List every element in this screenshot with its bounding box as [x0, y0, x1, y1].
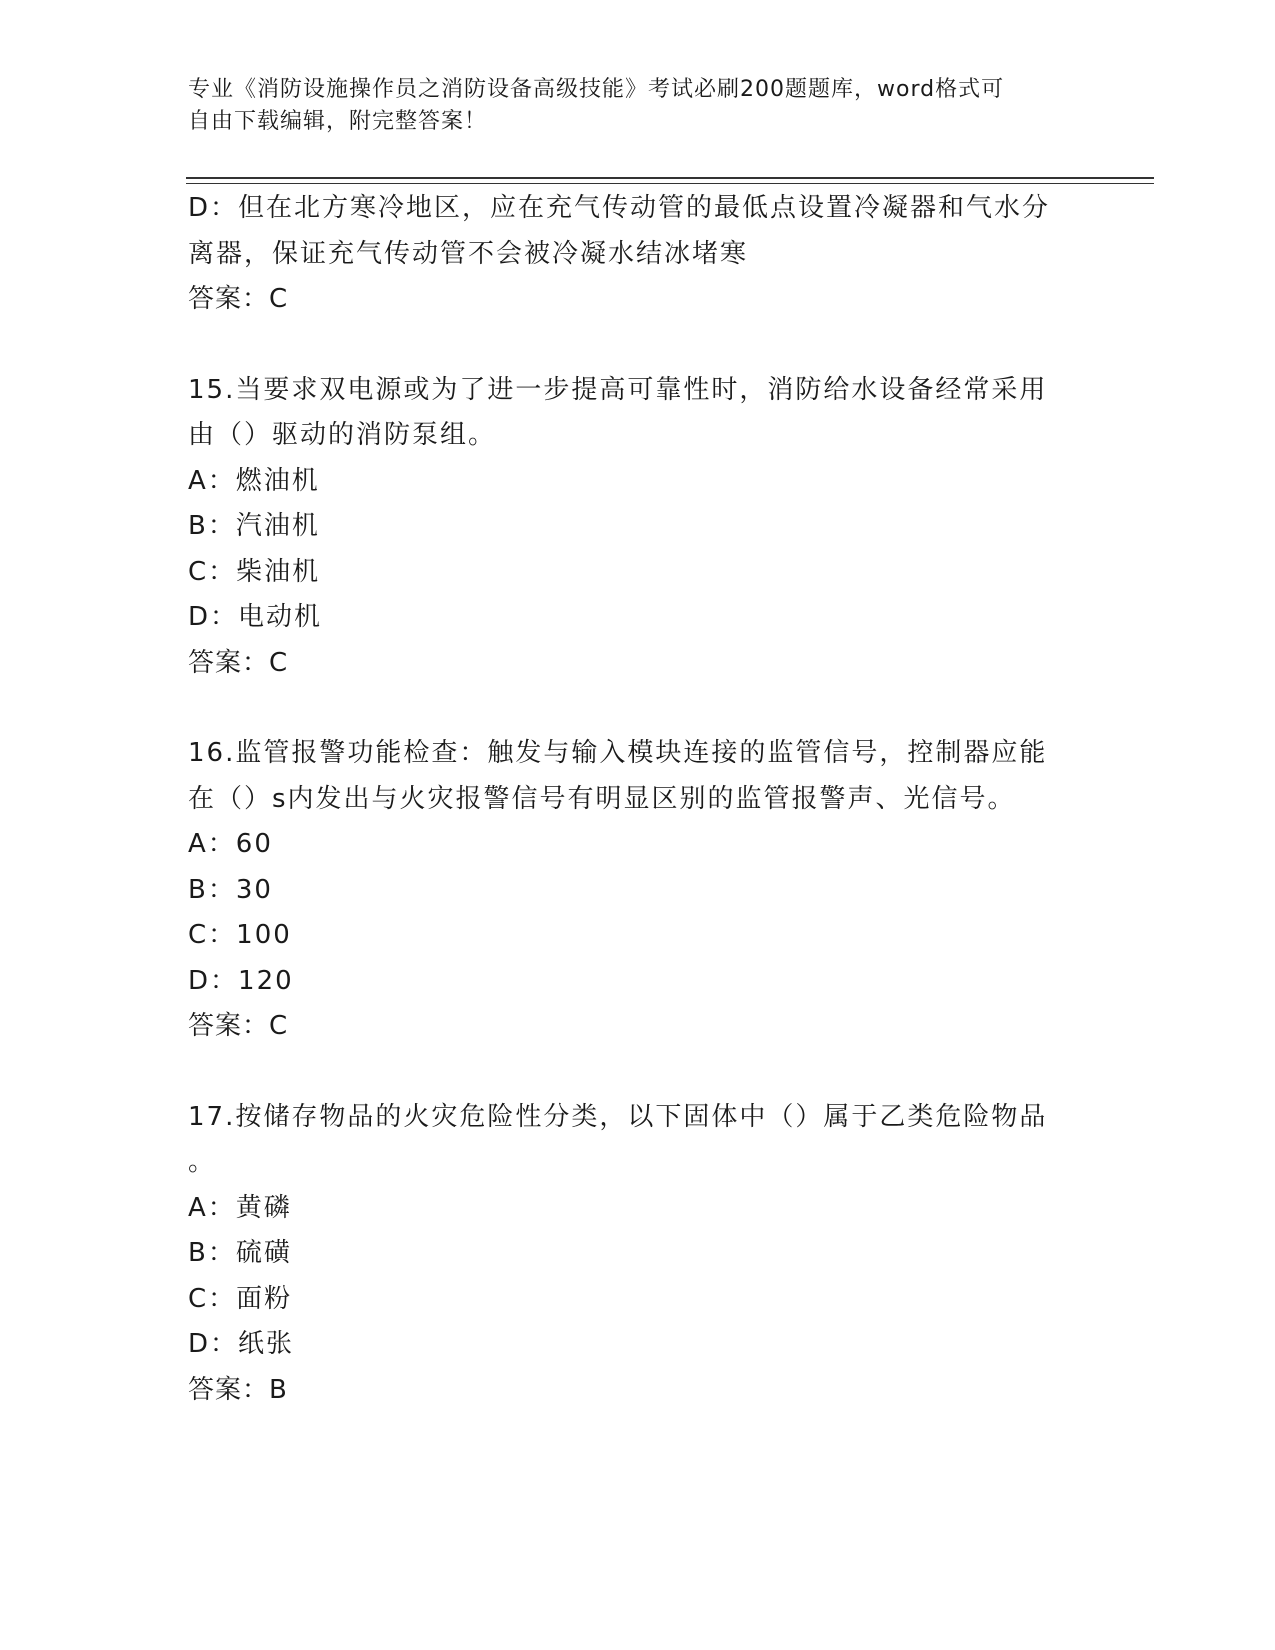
document-body [188, 186, 1088, 1413]
question-stem-line-2: 。 [188, 1147, 217, 1177]
option-a: A：黄磷 [188, 1192, 292, 1223]
option-a: A：60 [188, 829, 273, 859]
header-divider-thin [186, 183, 1154, 184]
option-a: A：燃油机 [188, 465, 320, 496]
answer: 答案：C [188, 647, 289, 678]
previous-question-tail [188, 186, 1088, 323]
header-line-2: 自由下载编辑，附完整答案！ [188, 109, 488, 134]
option-c: C：柴油机 [188, 556, 321, 587]
option-b: B：汽油机 [188, 511, 320, 541]
option-b: B：30 [188, 874, 273, 905]
question-stem-line-2: 在（）s内发出与火灾报警信号有明显区别的监管报警声、光信号。 [188, 783, 1016, 814]
option-d-line-2: 离器，保证充气传动管不会被冷凝水结冰堵寒 [188, 238, 749, 269]
answer: 答案：C [188, 284, 289, 314]
option-b: B：硫磺 [188, 1238, 292, 1268]
option-d: D：120 [188, 965, 294, 996]
option-d: D：电动机 [188, 602, 323, 632]
header-divider-thick [186, 177, 1154, 179]
question-17 [188, 1095, 1088, 1414]
option-d: D：纸张 [188, 1329, 295, 1359]
answer: 答案：B [188, 1374, 288, 1405]
question-stem-line-2: 由（）驱动的消防泵组。 [188, 420, 497, 450]
question-stem-line-1: 16.监管报警功能检查：触发与输入模块连接的监管信号，控制器应能 [188, 738, 1048, 768]
answer: 答案：C [188, 1011, 289, 1041]
question-stem-line-1: 17.按储存物品的火灾危险性分类，以下固体中（）属于乙类危险物品 [188, 1101, 1048, 1132]
option-d-line-1: D：但在北方寒冷地区，应在充气传动管的最低点设置冷凝器和气水分 [188, 193, 1051, 223]
question-16 [188, 731, 1088, 1050]
header-line-1: 专业《消防设施操作员之消防设备高级技能》考试必刷200题题库，word格式可 [188, 77, 1005, 102]
option-c: C：100 [188, 920, 292, 950]
question-stem-line-1: 15.当要求双电源或为了进一步提高可靠性时，消防给水设备经常采用 [188, 374, 1048, 405]
question-15 [188, 368, 1088, 687]
option-c: C：面粉 [188, 1283, 293, 1314]
document-header [188, 74, 1088, 138]
